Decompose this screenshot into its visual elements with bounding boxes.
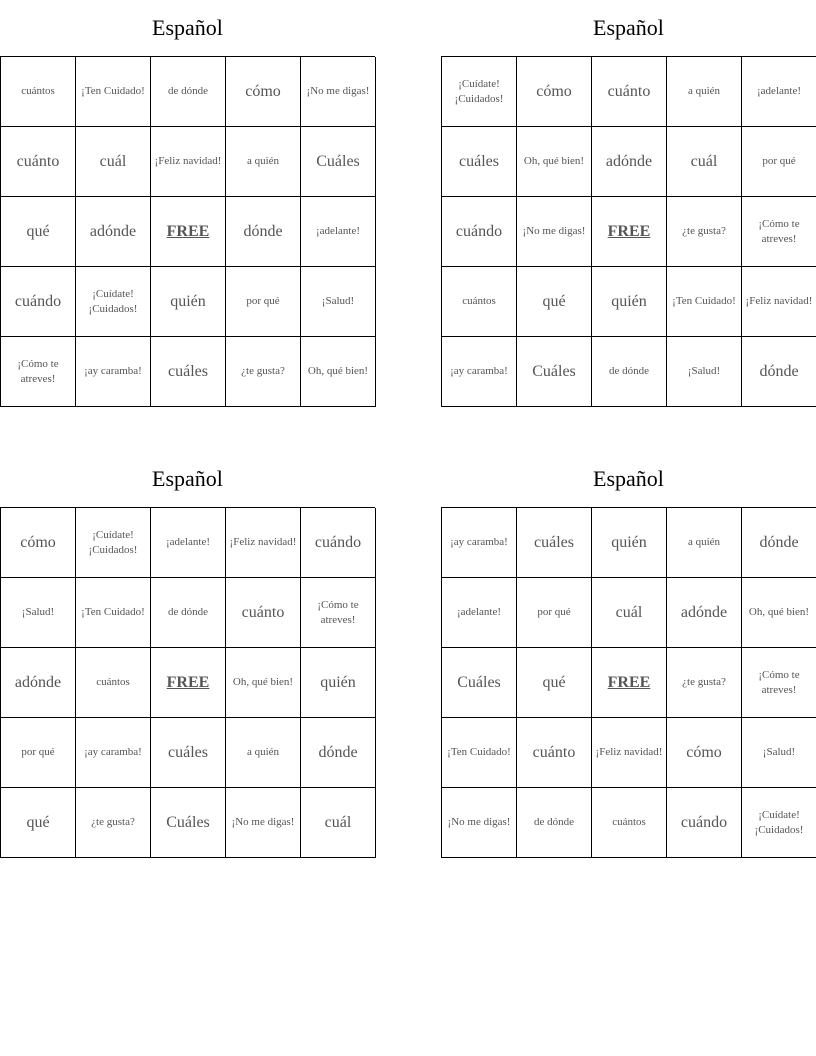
bingo-card-3 [0,451,375,858]
bingo-cell: cuál [301,788,376,858]
bingo-cell: ¡Salud! [742,718,816,788]
bingo-cell: a quién [226,127,301,197]
bingo-cell: ¿te gusta? [667,197,742,267]
bingo-cell: ¡Ten Cuidado! [442,718,517,788]
bingo-cell: por qué [517,578,592,648]
bingo-cell: por qué [226,267,301,337]
bingo-cell: cuándo [301,508,376,578]
bingo-cell: cuál [667,127,742,197]
bingo-cell: dónde [301,718,376,788]
bingo-cell: ¡Ten Cuidado! [667,267,742,337]
bingo-cell: ¡Ten Cuidado! [76,57,151,127]
bingo-cell: de dónde [592,337,667,407]
bingo-cell: ¡No me digas! [301,57,376,127]
bingo-cell: ¡Salud! [667,337,742,407]
bingo-cell: cómo [226,57,301,127]
bingo-cell: adónde [1,648,76,718]
bingo-cell: Oh, qué bien! [301,337,376,407]
bingo-cell: ¡No me digas! [226,788,301,858]
bingo-cell: por qué [1,718,76,788]
bingo-cell: quién [592,267,667,337]
bingo-cell: cuántos [1,57,76,127]
bingo-cell: dónde [226,197,301,267]
card-title: Español [152,466,223,491]
card-title: Español [593,466,664,491]
bingo-cell: ¡Feliz navidad! [151,127,226,197]
bingo-cell: qué [1,788,76,858]
bingo-cell: cuándo [667,788,742,858]
bingo-cell: ¡Cuídate! ¡Cuidados! [442,57,517,127]
bingo-cell: cuál [76,127,151,197]
bingo-cell: cuáles [442,127,517,197]
bingo-cell: ¡adelante! [151,508,226,578]
bingo-cell: cuáles [151,337,226,407]
bingo-cell: ¡Ten Cuidado! [76,578,151,648]
bingo-cell: por qué [742,127,816,197]
bingo-cell: cuándo [442,197,517,267]
bingo-cell: ¡Feliz navidad! [592,718,667,788]
bingo-cell: quién [301,648,376,718]
bingo-cell: ¡adelante! [742,57,816,127]
bingo-cell: ¡Salud! [1,578,76,648]
bingo-cell: adónde [76,197,151,267]
card-title: Español [593,15,664,40]
bingo-cell: ¿te gusta? [76,788,151,858]
bingo-cell: de dónde [151,57,226,127]
free-space-cell: FREE [592,197,667,267]
bingo-cell: a quién [667,57,742,127]
bingo-cell: cuándo [1,267,76,337]
bingo-cell: quién [592,508,667,578]
bingo-cell: Cuáles [442,648,517,718]
bingo-cell: cuántos [592,788,667,858]
bingo-cell: cuáles [517,508,592,578]
bingo-grid [0,507,375,858]
bingo-cell: a quién [667,508,742,578]
bingo-cell: adónde [667,578,742,648]
bingo-cell: adónde [592,127,667,197]
bingo-card-2 [441,0,816,407]
bingo-cell: ¡adelante! [301,197,376,267]
bingo-cell: ¡Cuídate! ¡Cuidados! [76,508,151,578]
bingo-cell: Cuáles [301,127,376,197]
bingo-grid [0,56,375,407]
bingo-cell: Oh, qué bien! [226,648,301,718]
bingo-cell: ¡Cómo te atreves! [301,578,376,648]
bingo-cell: qué [517,648,592,718]
bingo-cell: dónde [742,337,816,407]
bingo-cell: qué [517,267,592,337]
bingo-cell: Cuáles [151,788,226,858]
bingo-cell: ¡ay caramba! [442,508,517,578]
bingo-cell: ¿te gusta? [226,337,301,407]
bingo-cell: cómo [1,508,76,578]
bingo-grid [441,56,816,407]
bingo-cell: quién [151,267,226,337]
bingo-cell: cuánto [517,718,592,788]
bingo-cell: cuál [592,578,667,648]
bingo-cell: ¡Feliz navidad! [742,267,816,337]
bingo-cell: qué [1,197,76,267]
bingo-cell: ¡Cómo te atreves! [742,648,816,718]
bingo-cell: cómo [667,718,742,788]
bingo-cell: Oh, qué bien! [517,127,592,197]
bingo-cell: ¡No me digas! [442,788,517,858]
bingo-cell: de dónde [517,788,592,858]
bingo-cell: ¡ay caramba! [76,337,151,407]
bingo-cell: de dónde [151,578,226,648]
bingo-cell: ¡Cuídate! ¡Cuidados! [76,267,151,337]
bingo-cell: cuánto [226,578,301,648]
bingo-cell: cuáles [151,718,226,788]
bingo-card-1 [0,0,375,407]
bingo-cell: ¿te gusta? [667,648,742,718]
bingo-cell: ¡Cómo te atreves! [742,197,816,267]
bingo-cell: cuántos [76,648,151,718]
bingo-cell: ¡ay caramba! [442,337,517,407]
free-space-cell: FREE [592,648,667,718]
bingo-cell: ¡No me digas! [517,197,592,267]
bingo-cell: ¡Feliz navidad! [226,508,301,578]
bingo-cell: cómo [517,57,592,127]
bingo-cell: ¡Salud! [301,267,376,337]
card-title: Español [152,15,223,40]
bingo-cell: ¡adelante! [442,578,517,648]
bingo-cell: dónde [742,508,816,578]
bingo-cell: ¡Cuídate! ¡Cuidados! [742,788,816,858]
bingo-cell: ¡ay caramba! [76,718,151,788]
bingo-cell: cuánto [592,57,667,127]
bingo-grid [441,507,816,858]
bingo-card-4 [441,451,816,858]
bingo-cell: Cuáles [517,337,592,407]
free-space-cell: FREE [151,648,226,718]
bingo-cell: Oh, qué bien! [742,578,816,648]
free-space-cell: FREE [151,197,226,267]
bingo-cell: ¡Cómo te atreves! [1,337,76,407]
bingo-cell: cuánto [1,127,76,197]
bingo-cell: cuántos [442,267,517,337]
bingo-cell: a quién [226,718,301,788]
